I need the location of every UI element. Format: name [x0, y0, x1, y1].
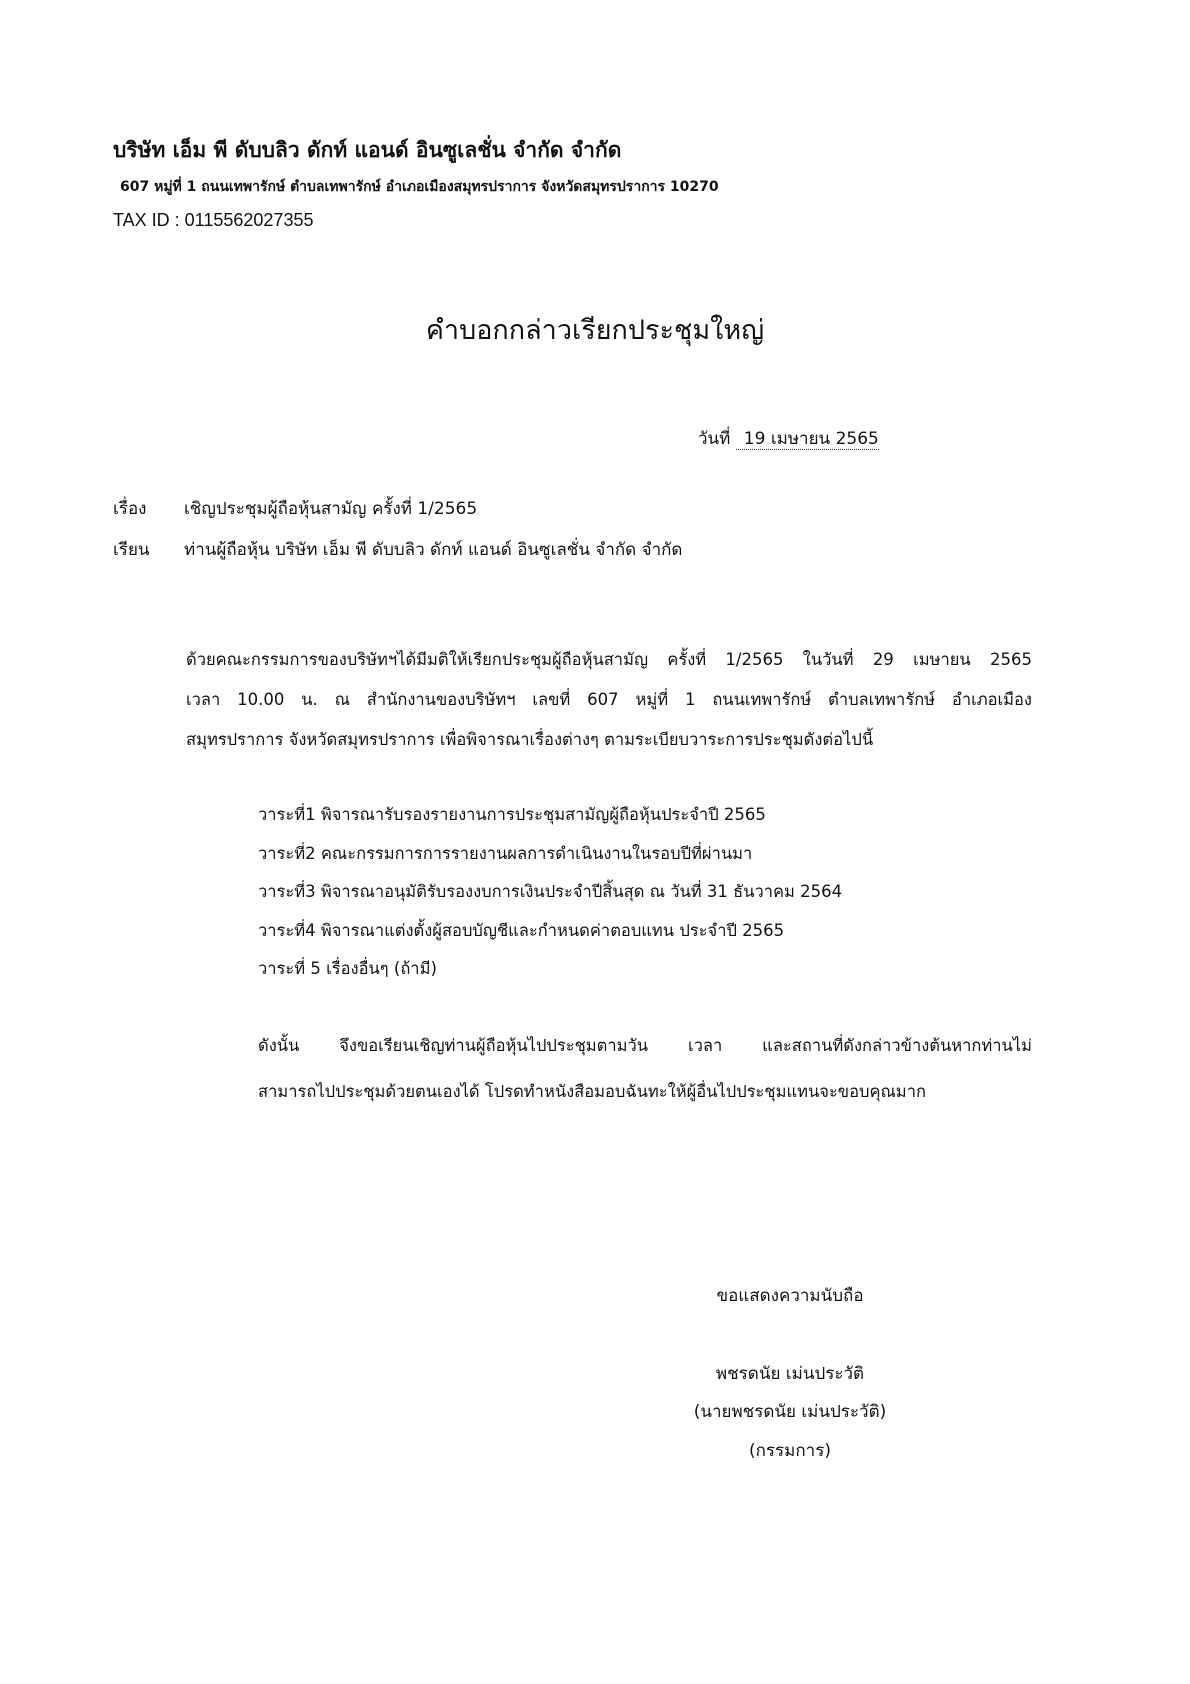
date-value: 19 เมษายน 2565: [736, 429, 879, 450]
agenda-item: วาระที่4 พิจารณาแต่งตั้งผู้สอบบัญชีและกำหนดค่าตอบแทน ประจำปี 2565: [258, 920, 785, 940]
company-name: บริษัท เอ็ม พี ดับบลิว ดักท์ แอนด์ อินซูเลชั่น จำกัด จำกัด: [113, 138, 622, 162]
addressee-label: เรียน: [113, 540, 150, 560]
agenda-item: วาระที่ 5 เรื่องอื่นๆ (ถ้ามี): [258, 959, 437, 978]
tax-id: TAX ID : 0115562027355: [113, 210, 314, 230]
signer-full-name: (นายพชรดนัย เม่นประวัติ): [693, 1402, 887, 1422]
signature-closing: ขอแสดงความนับถือ: [716, 1286, 864, 1306]
intro-line: สมุทรปราการ จังหวัดสมุทรปราการ เพื่อพิจารณาเรื่องต่างๆ ตามระเบียบวาระการประชุมดังต่อไปนี้: [186, 730, 874, 749]
closing-line: สามารถไปประชุมด้วยตนเองได้ โปรดทำหนังสือมอบฉันทะให้ผู้อื่นไปประชุมแทนจะขอบคุณมาก: [258, 1082, 926, 1101]
signer-role: (กรรมการ): [749, 1441, 831, 1461]
subject-value: เชิญประชุมผู้ถือหุ้นสามัญ ครั้งที่ 1/2565: [184, 499, 478, 519]
date-label: วันที่: [698, 429, 731, 449]
document-title: คำบอกกล่าวเรียกประชุมใหญ่: [425, 315, 765, 346]
document-date: [698, 425, 879, 452]
signer-name: พชรดนัย เม่นประวัติ: [715, 1364, 865, 1384]
agenda-item: วาระที่1 พิจารณารับรองรายงานการประชุมสามัญผู้ถือหุ้นประจำปี 2565: [258, 805, 766, 824]
agenda-list: [258, 796, 842, 989]
intro-paragraph: [186, 640, 1032, 760]
agenda-item: วาระที่3 พิจารณาอนุมัติรับรองงบการเงินประจำปีสิ้นสุด ณ วันที่ 31 ธันวาคม 2564: [258, 882, 843, 901]
intro-line: ด้วยคณะกรรมการของบริษัทฯได้มีมติให้เรียกประชุมผู้ถือหุ้นสามัญ ครั้งที่ 1/2565 ในวันที่ 29 เมษายน 2565: [186, 650, 1032, 669]
intro-line: เวลา 10.00 น. ณ สำนักงานของบริษัทฯ เลขที่ 607 หมู่ที่ 1 ถนนเทพารักษ์ ตำบลเทพารักษ์ อำเภอเมือง: [186, 690, 1032, 709]
closing-line: ดังนั้น จึงขอเรียนเชิญท่านผู้ถือหุ้นไปประชุมตามวัน เวลา และสถานที่ดังกล่าวข้างต้นหากท่านไม่: [258, 1036, 1032, 1055]
company-address: 607 หมู่ที่ 1 ถนนเทพารักษ์ ตำบลเทพารักษ์ อำเภอเมืองสมุทรปราการ จังหวัดสมุทรปราการ 10270: [120, 179, 719, 195]
closing-paragraph: [258, 1023, 1032, 1115]
subject-label: เรื่อง: [113, 499, 147, 519]
agenda-item: วาระที่2 คณะกรรมการการรายงานผลการดำเนินงานในรอบปีที่ผ่านมา: [258, 843, 753, 863]
addressee-value: ท่านผู้ถือหุ้น บริษัท เอ็ม พี ดับบลิว ดักท์ แอนด์ อินซูเลชั่น จำกัด จำกัด: [184, 540, 683, 560]
